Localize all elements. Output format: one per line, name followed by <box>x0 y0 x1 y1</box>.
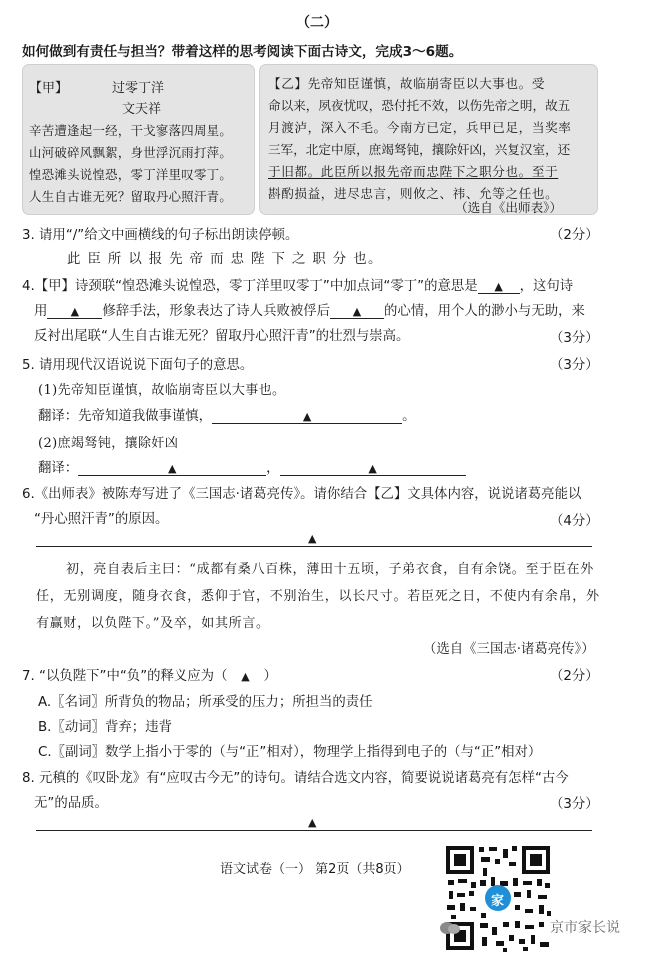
poem-title: 过零丁洋 <box>112 81 165 96</box>
page-footer: 语文试卷（一） 第2页（共8页） <box>220 862 410 877</box>
poem-author: 文天祥 <box>122 102 162 117</box>
q5-score: （3分） <box>550 358 599 373</box>
q4-score: （3分） <box>550 331 599 346</box>
prose-line: 斟酌损益，进尽忠言，则攸之、祎、允等之任也。 <box>268 186 559 201</box>
prose-box <box>259 64 598 215</box>
answer-mark: ▲ <box>241 670 250 683</box>
q8-answer-line[interactable] <box>36 830 592 831</box>
q4-blank-1[interactable] <box>478 280 520 294</box>
q4-text-1a: 4.【甲】诗颈联“惶恐滩头说惶恐，零丁洋里叹零丁”中加点词“零丁”的意思是 <box>22 279 478 294</box>
q4-text-2b: 修辞手法，形象表达了诗人兵败被俘后 <box>102 304 331 319</box>
answer-mark: ▲ <box>368 462 377 475</box>
q8-answer-mark: ▲ <box>308 816 317 829</box>
answer-mark: ▲ <box>352 305 362 318</box>
q6-answer-line[interactable] <box>36 546 592 547</box>
bio-line: 初，亮自表后主曰：“成都有桑八百株，薄田十五顷，子弟衣食，自有余饶。至于臣在外 <box>66 562 594 577</box>
q5-sep: ， <box>266 461 280 476</box>
q7-option-a[interactable]: A.〖名词〗所背负的物品；所承受的压力；所担当的责任 <box>38 695 373 710</box>
bio-line: 任，无别调度，随身衣食，悉仰于官，不别治生，以长尺寸。若臣死之日，不使内有余帛，外 <box>36 589 600 604</box>
q8-line1: 8. 元稹的《叹卧龙》有“应叹古今无”的诗句。请结合选文内容，简要说说诸葛亮有怎样“古今 <box>22 771 569 786</box>
prose-line-underlined: 于旧都。此臣所以报先帝而忠陛下之职分也。至于 <box>268 164 559 179</box>
q5-translation-2-text: 翻译： <box>38 461 79 476</box>
q8-line2: 无”的品质。 <box>34 796 108 811</box>
q6-score: （4分） <box>550 514 599 529</box>
q5-translation-1-text: 翻译：先帝知道我做事谨慎， <box>38 409 213 424</box>
answer-mark: ▲ <box>494 280 503 293</box>
q8-score: （3分） <box>550 797 599 812</box>
q5-end-1: 。 <box>402 409 416 424</box>
q5-translation-1 <box>38 405 415 424</box>
poem-line: 辛苦遭逢起一经，干戈寥落四周星。 <box>29 123 233 138</box>
q5-sentence-1: (1)先帝知臣谨慎，故临崩寄臣以大事也。 <box>38 383 286 398</box>
q6-line1: 6.《出师表》被陈寿写进了《三国志·诸葛亮传》。请你结合【乙】文具体内容，说说诸葛亮能以 <box>22 487 582 502</box>
bio-line: 有赢财，以负陛下。”及卒，如其所言。 <box>36 616 270 631</box>
q6-answer-mark: ▲ <box>308 532 317 545</box>
prose-line: 三军，北定中原，庶竭驽钝，攘除奸凶，兴复汉室，还 <box>268 142 571 157</box>
q5-stem: 5. 请用现代汉语说说下面句子的意思。 <box>22 358 254 373</box>
prose-line: 【乙】先帝知臣谨慎，故临崩寄臣以大事也。受 <box>268 76 546 91</box>
prose-line: 月渡泸，深入不毛。今南方已定，兵甲已足，当奖率 <box>268 120 572 135</box>
answer-mark: ▲ <box>167 462 177 475</box>
poem-line: 惶恐滩头说惶恐，零丁洋里叹零丁。 <box>29 167 233 182</box>
q5-translation-2 <box>38 457 466 476</box>
q5-sentence-2: (2)庶竭驽钝，攘除奸凶 <box>38 436 179 451</box>
q7-stem-text: 7. “以负陛下”中“负”的释义应为（ <box>22 669 228 684</box>
answer-mark: ▲ <box>302 410 312 423</box>
poem-tag: 【甲】 <box>29 81 69 96</box>
watermark-text: 京市家长说 <box>550 920 620 936</box>
qr-code[interactable] <box>443 843 553 953</box>
poem-line: 山河破碎风飘絮，身世浮沉雨打萍。 <box>29 145 233 160</box>
poem-line: 人生自古谁无死？留取丹心照汗青。 <box>29 189 233 204</box>
watermark-logo-icon <box>440 920 460 934</box>
q3-stem: 3. 请用“/”给文中画横线的句子标出朗读停顿。 <box>22 228 299 243</box>
q4-blank-2[interactable] <box>47 305 102 319</box>
q6-line2: “丹心照汗青”的原因。 <box>34 512 169 527</box>
q4-text-2a: 用 <box>34 304 48 319</box>
q7-option-c[interactable]: C.〖副词〗数学上指小于零的（与“正”相对），物理学上指得到电子的（与“正”相对） <box>38 745 542 760</box>
q3-score: （2分） <box>550 228 599 243</box>
q4-text-1b: ，这句诗 <box>519 279 574 294</box>
q4-line2 <box>34 300 585 319</box>
poem-box <box>22 64 255 215</box>
q4-line1 <box>22 275 573 294</box>
q5-blank-1[interactable] <box>212 410 402 424</box>
prose-source: （选自《出师表》） <box>455 200 563 215</box>
q5-blank-2[interactable] <box>78 462 266 476</box>
q5-blank-3[interactable] <box>280 462 466 476</box>
q7-score: （2分） <box>550 669 599 684</box>
q7-stem-close: ） <box>263 669 277 684</box>
q3-sentence: 此 臣 所 以 报 先 帝 而 忠 陛 下 之 职 分 也。 <box>67 252 383 267</box>
q7-option-b[interactable]: B.〖动词〗背弃；违背 <box>38 720 172 735</box>
q4-line3: 反衬出尾联“人生自古谁无死？留取丹心照汗青”的壮烈与崇高。 <box>34 329 410 344</box>
q7-blank[interactable] <box>227 670 263 683</box>
q7-stem <box>22 665 277 684</box>
qr-badge-text: 家 <box>491 894 505 909</box>
answer-mark: ▲ <box>70 305 80 318</box>
q4-text-2c: 的心情，用个人的渺小与无助，来 <box>384 304 585 319</box>
q4-blank-3[interactable] <box>330 305 384 319</box>
section-title: （二） <box>296 15 338 31</box>
bio-source: （选自《三国志·诸葛亮传》） <box>423 642 595 657</box>
intro-text: 如何做到有责任与担当？带着这样的思考阅读下面古诗文，完成3～6题。 <box>22 44 463 60</box>
prose-line: 命以来，夙夜忧叹，恐付托不效，以伤先帝之明，故五 <box>268 98 571 113</box>
